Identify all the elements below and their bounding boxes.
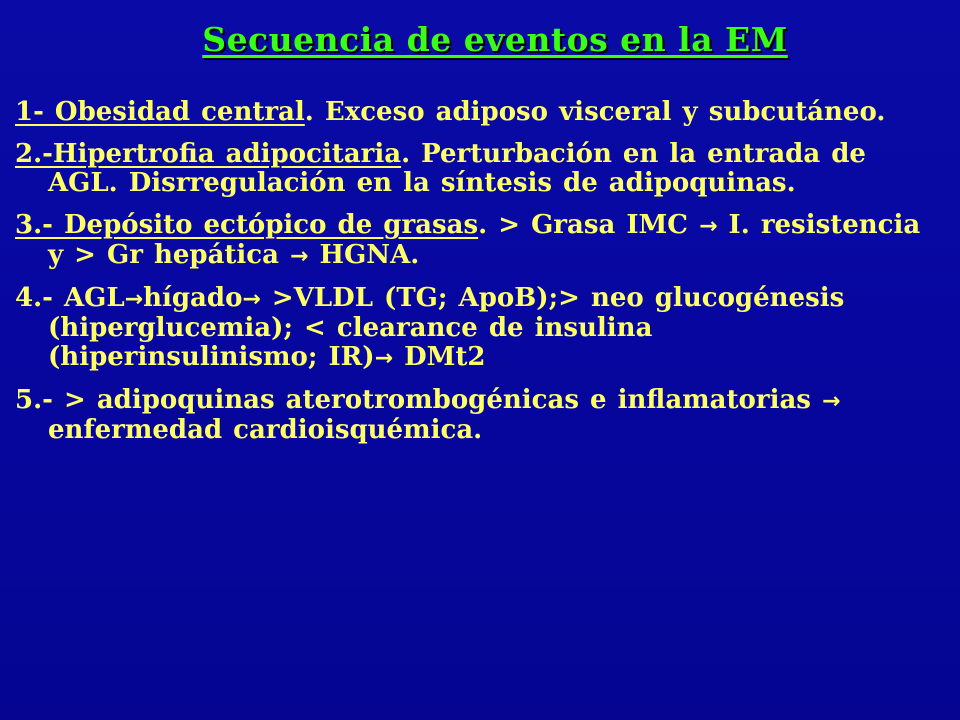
item-1-heading: 1- Obesidad central [15,97,305,127]
item-3-text-a: . > Grasa IMC [478,210,700,240]
arrow-icon: → [242,287,261,312]
arrow-icon: → [821,389,841,414]
event-list [15,98,925,458]
list-item-5 [15,386,925,445]
arrow-icon: → [374,346,394,371]
list-item-4 [15,284,925,373]
slide-title: Secuencia de eventos en la EM [202,20,788,59]
item-4-text-a: 4.- AGL [15,283,125,313]
item-4-text-d: DMt2 [393,342,486,372]
item-3-text-c: HGNA. [308,240,420,270]
list-item-1 [15,98,925,127]
item-1-text: . Exceso adiposo visceral y subcutáneo. [304,97,886,127]
item-5-text-a: 5.- > adipoquinas aterotrombogénicas e inflamatorias [15,385,822,415]
item-4-text-c: >VLDL (TG; ApoB);> neo glucogénesis (hiperglucemia); < clearance de insulina (hiperinsulinismo; IR) [48,283,845,372]
list-item-2 [15,140,925,198]
arrow-icon: → [290,244,309,269]
arrow-icon: → [699,214,718,239]
item-3-text-b: I. resistencia y > Gr hepática [48,210,921,270]
list-item-3 [15,211,925,271]
item-2-text: . Perturbación en la entrada de AGL. Disrregulación en la síntesis de adipoquinas. [48,139,866,198]
item-5-text-b: enfermedad cardioisquémica. [48,415,483,445]
item-4-text-b: hígado [143,283,243,313]
item-2-heading: 2.-Hipertrofia adipocitaria [15,139,402,169]
arrow-icon: → [124,287,144,312]
item-3-heading: 3.- Depósito ectópico de grasas [15,210,479,240]
